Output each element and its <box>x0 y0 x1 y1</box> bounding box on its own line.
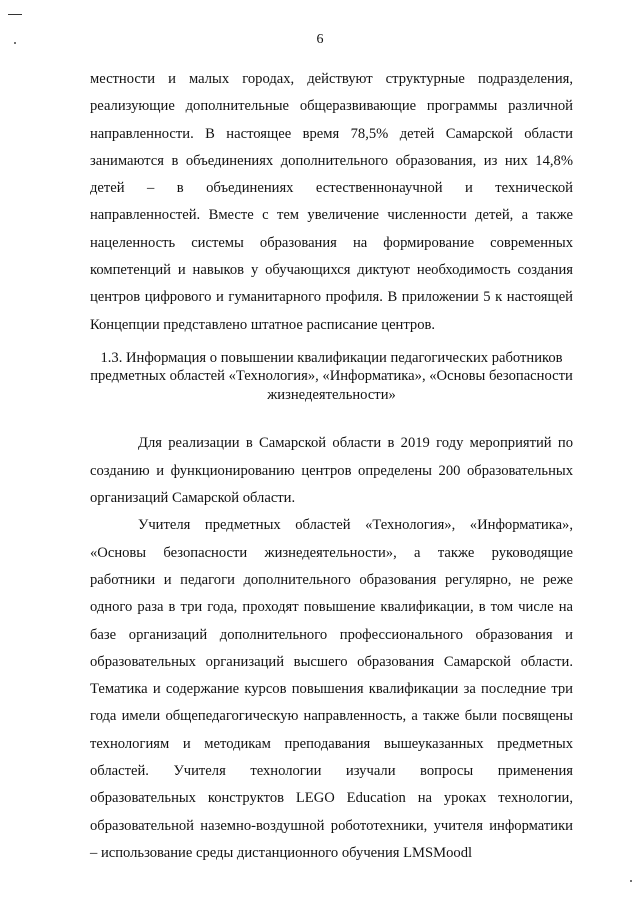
section-heading: 1.3. Информация о повышении квалификации педагогических работников предметных областей «Технология», «Информатика», «Основы безопасности жизнедеятельности» <box>90 349 573 403</box>
paragraph-continuation: местности и малых городах, действуют структурные подразделения, реализующие дополнительные общеразвивающие программы различной направленности. В настоящее время 78,5% детей Самарской области занимаются в объединениях дополнительного образования, из них 14,8% детей – в объединениях естественнонаучной и технической направленностей. Вместе с тем увеличение численности детей, а также нацеленность системы образования на формирование современных компетенций и навыков у обучающихся диктуют необходимость создания центров цифрового и гуманитарного профиля. В приложении 5 к настоящей Концепции представлено штатное расписание центров. <box>90 71 573 333</box>
document-body <box>90 66 573 867</box>
paragraph-teachers: Учителя предметных областей «Технология», «Информатика», «Основы безопасности жизнедеятельности», а также руководящие работники и педагоги дополнительного образования регулярно, не реже одного раза в три года, проходят повышение квалификации, в том числе на базе организаций дополнительного профессионального образования и образовательных организаций высшего образования Самарской области. Тематика и содержание курсов повышения квалификации за последние три года имели общепедагогическую направленность, а также были посвящены технологиям и методикам преподавания вышеуказанных предметных областей. Учителя технологии изучали вопросы применения образовательных конструктов LEGO Education на уроках технологии, образовательной наземно-воздушной робототехники, учителя информатики – использование среды дистанционного обучения LMSMoodl <box>90 517 573 861</box>
scan-mark <box>8 14 22 15</box>
paragraph-centers: Для реализации в Самарской области в 2019 году мероприятий по созданию и функционированию центров определены 200 образовательных организаций Самарской области. <box>90 435 573 507</box>
page-number: 6 <box>316 32 324 47</box>
scan-dot <box>630 880 632 882</box>
